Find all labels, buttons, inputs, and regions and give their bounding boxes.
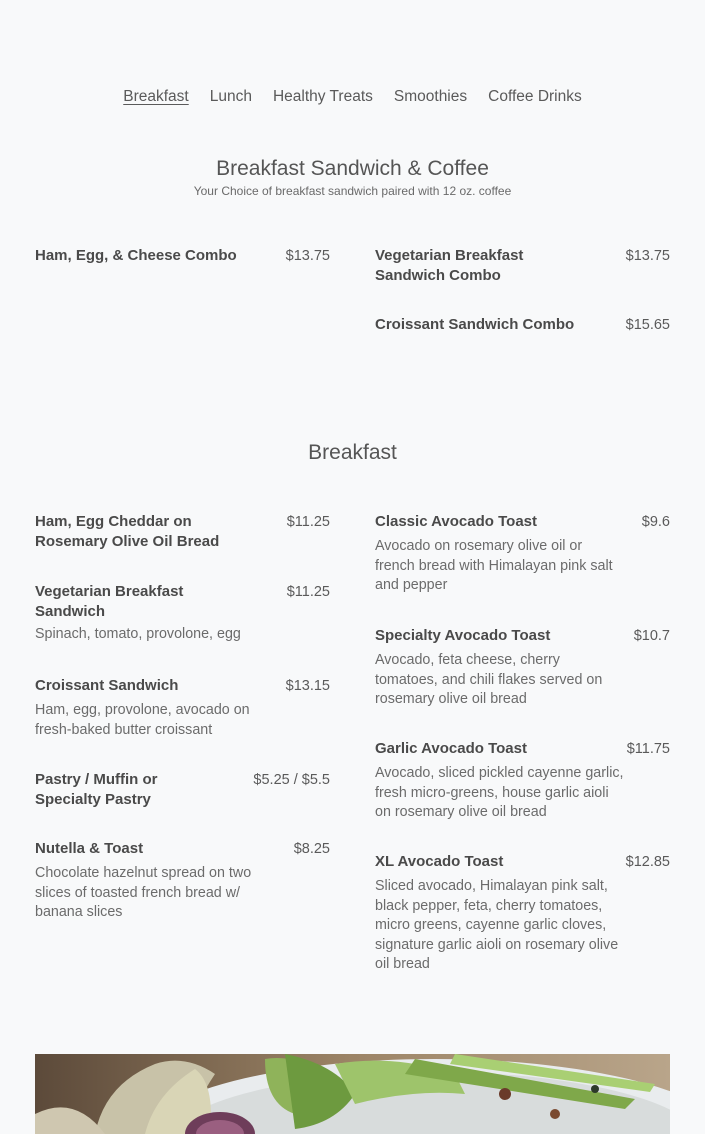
menu-item — [375, 246, 670, 286]
item-price: $13.15 — [285, 678, 330, 694]
item-price: $11.75 — [626, 741, 670, 757]
item-description: Avocado, sliced pickled cayenne garlic, fresh micro-greens, house garlic aioli on rosemary olive oil bread — [375, 765, 624, 820]
item-price: $9.6 — [641, 514, 670, 530]
item-name: Vegetarian Breakfast Sandwich — [35, 583, 184, 620]
menu-item — [35, 246, 330, 266]
tab-lunch[interactable]: Lunch — [209, 88, 252, 105]
item-name: Specialty Avocado Toast — [375, 627, 551, 644]
menu-item — [35, 676, 330, 740]
menu-item — [35, 512, 330, 552]
tab-smoothies[interactable]: Smoothies — [393, 88, 468, 105]
menu-item — [35, 582, 330, 645]
section-title-combo: Breakfast Sandwich & Coffee — [216, 157, 489, 180]
item-price: $10.7 — [633, 628, 670, 644]
item-name: Vegetarian Breakfast Sandwich Combo — [375, 247, 524, 284]
food-photo — [35, 1054, 670, 1134]
menu-item — [375, 852, 670, 975]
menu-tabs — [0, 88, 705, 106]
tab-healthy-treats[interactable]: Healthy Treats — [272, 88, 373, 105]
item-description: Avocado, feta cheese, cherry tomatoes, and chili flakes served on rosemary olive oil bread — [375, 652, 603, 707]
salad-image — [35, 1054, 670, 1134]
menu-item — [35, 839, 330, 923]
item-name: Garlic Avocado Toast — [375, 740, 527, 757]
item-name: Ham, Egg, & Cheese Combo — [35, 247, 237, 264]
item-price: $11.25 — [286, 584, 330, 600]
item-price: $12.85 — [625, 854, 670, 870]
tab-breakfast[interactable]: Breakfast — [123, 88, 189, 105]
section-subtitle-combo: Your Choice of breakfast sandwich paired with 12 oz. coffee — [193, 184, 512, 198]
item-description: Ham, egg, provolone, avocado on fresh-baked butter croissant — [35, 702, 250, 738]
item-price: $11.25 — [286, 514, 330, 530]
menu-item — [375, 626, 670, 710]
menu-item — [375, 739, 670, 823]
menu-item — [35, 770, 330, 810]
item-name: Classic Avocado Toast — [375, 513, 537, 530]
item-description: Sliced avocado, Himalayan pink salt, black pepper, feta, cherry tomatoes, micro greens, cayenne garlic cloves, signature garlic aioli on rosemary olive oil bread — [375, 878, 619, 972]
tab-coffee-drinks[interactable]: Coffee Drinks — [488, 88, 582, 105]
menu-item — [375, 315, 670, 335]
section-title-breakfast: Breakfast — [308, 441, 397, 464]
item-description: Spinach, tomato, provolone, egg — [35, 626, 241, 642]
item-price: $15.65 — [625, 317, 670, 333]
item-price: $13.75 — [625, 248, 670, 264]
item-name: Croissant Sandwich Combo — [375, 316, 575, 333]
item-name: XL Avocado Toast — [375, 853, 504, 870]
item-description: Avocado on rosemary olive oil or french bread with Himalayan pink salt and pepper — [375, 538, 613, 593]
item-name: Ham, Egg Cheddar on Rosemary Olive Oil Bread — [35, 513, 220, 550]
item-name: Nutella & Toast — [35, 840, 144, 857]
item-name: Pastry / Muffin or Specialty Pastry — [35, 771, 158, 808]
item-name: Croissant Sandwich — [35, 677, 179, 694]
item-description: Chocolate hazelnut spread on two slices of toasted french bread w/ banana slices — [35, 865, 252, 920]
item-price: $5.25 / $5.5 — [253, 772, 330, 788]
menu-item — [375, 512, 670, 596]
item-price: $13.75 — [285, 248, 330, 264]
item-price: $8.25 — [293, 841, 330, 857]
